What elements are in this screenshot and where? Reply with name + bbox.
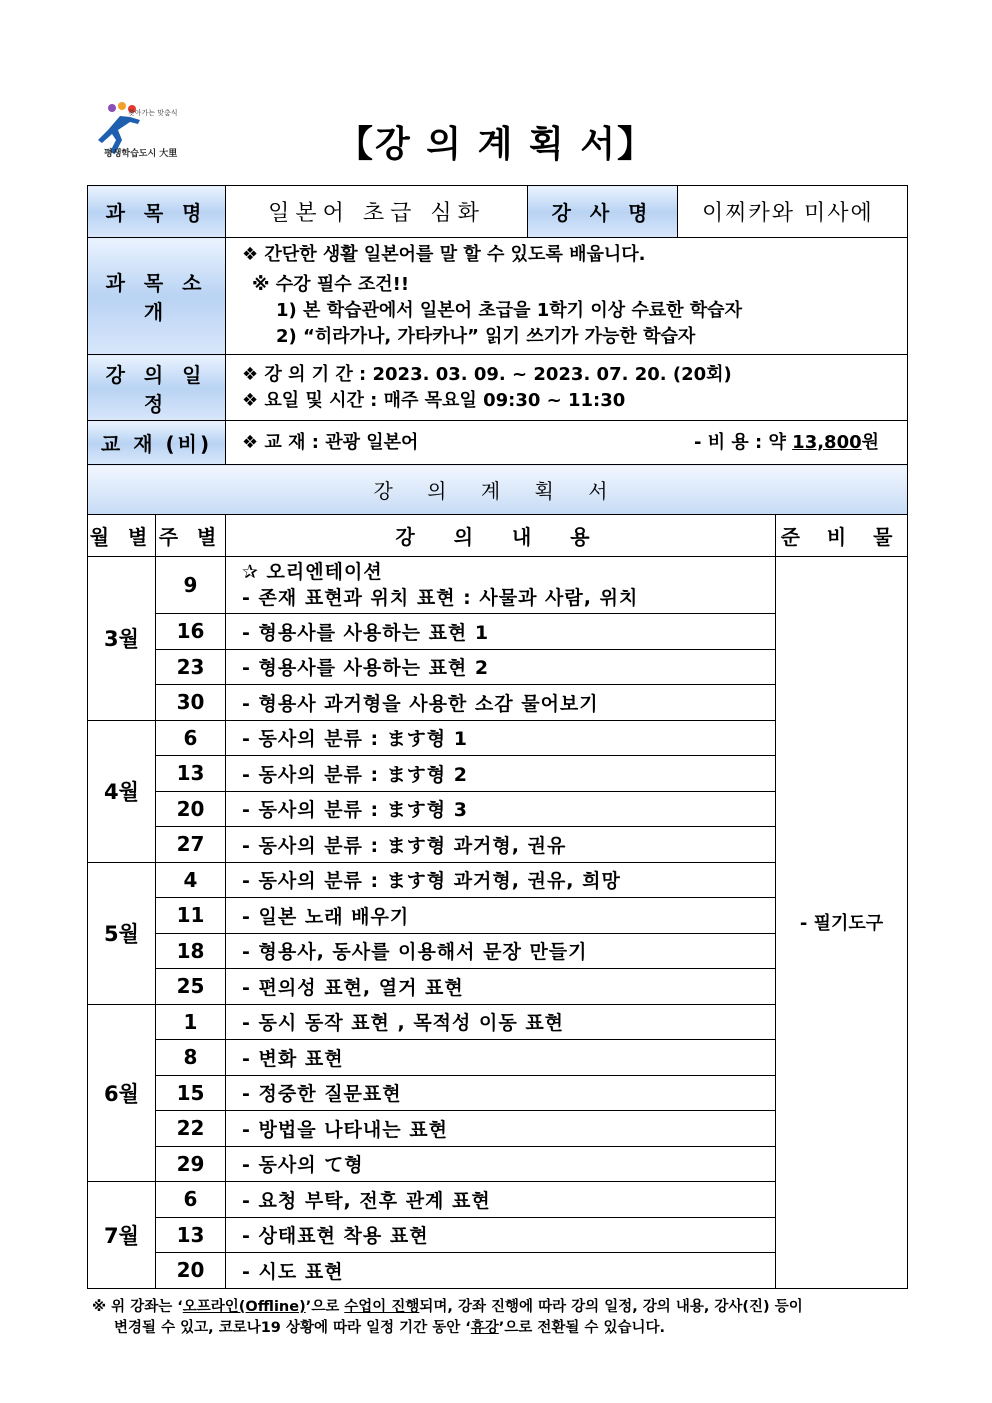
teacher-label: 강 사 명 [528,186,678,238]
logo-city-name: 평생학습도시 大里 [104,149,178,159]
teacher-value: 이찌카와 미사에 [678,186,908,238]
content-cell: - 시도 표현 [226,1253,776,1289]
content-cell: - 일본 노래 배우기 [226,898,776,934]
cost-suffix: 원 [861,431,880,453]
intro-line: ❖ 간단한 생활 일본어를 말 할 수 있도록 배웁니다. [242,244,646,265]
lecture-plan-table [87,185,908,1289]
month-cell: 7월 [88,1182,156,1289]
intro-requirement-2: 2) “히라가나, 가타카나” 읽기 쓰기가 가능한 학습자 [276,326,696,347]
footnote-text: ’으로 [305,1299,345,1315]
content-cell: - 상태표현 착용 표현 [226,1217,776,1253]
intro-label: 과 목 소 개 [88,238,226,355]
page-title: 【강 의 계 획 서】 [336,124,655,165]
content-cell: - 형용사, 동사를 이용해서 문장 만들기 [226,933,776,969]
column-month: 월 별 [88,515,156,557]
footnote-text: 되며, 강좌 진행에 따라 강의 일정, 강의 내용, 강사(진) 등이 [419,1299,803,1315]
content-line: ✰ 오리엔테이션 [242,561,383,583]
content-cell: - 동사의 분류 : ます형 3 [226,791,776,827]
footnote-offline: 오프라인(Offline) [182,1299,306,1315]
content-cell: - 동사의 분류 : ます형 과거형, 권유, 희망 [226,862,776,898]
week-cell: 29 [156,1146,226,1182]
content-cell [226,557,776,614]
content-cell: - 동사의 분류 : ます형 1 [226,720,776,756]
schedule-time: ❖ 요일 및 시간 : 매주 목요일 09:30 ~ 11:30 [242,389,626,411]
content-cell: - 형용사 과거형을 사용한 소감 물어보기 [226,685,776,721]
week-cell: 18 [156,933,226,969]
week-cell: 20 [156,791,226,827]
subject-label: 과 목 명 [88,186,226,238]
week-cell: 23 [156,649,226,685]
footnote-class-held: 수업이 진행 [344,1299,420,1315]
week-cell: 6 [156,1182,226,1218]
content-cell: - 형용사를 사용하는 표현 1 [226,614,776,650]
footnote-text: 변경될 수 있고, 코로나19 상황에 따라 일정 기간 동안 ‘ [114,1320,471,1336]
week-cell: 1 [156,1004,226,1040]
cost-amount: 13,800 [792,431,862,453]
week-cell: 11 [156,898,226,934]
content-cell: - 요청 부탁, 전후 관계 표현 [226,1182,776,1218]
textbook-content [226,421,908,465]
content-cell: - 동사의 て형 [226,1146,776,1182]
schedule-period: ❖ 강 의 기 간 : 2023. 03. 09. ~ 2023. 07. 20. (20회) [242,363,732,385]
week-cell: 25 [156,969,226,1005]
content-cell: - 편의성 표현, 열거 표현 [226,969,776,1005]
month-cell: 4월 [88,720,156,862]
week-cell: 4 [156,862,226,898]
footnote-line-1 [92,1297,912,1318]
content-cell: - 형용사를 사용하는 표현 2 [226,649,776,685]
content-line: - 존재 표현과 위치 표현 : 사물과 사람, 위치 [242,587,639,609]
cost-prefix: - 비 용 : 약 [694,431,793,453]
footnote-text: ’으로 전환될 수 있습니다. [498,1320,666,1336]
week-cell: 13 [156,756,226,792]
content-cell: - 동시 동작 표현 , 목적성 이동 표현 [226,1004,776,1040]
week-cell: 22 [156,1111,226,1147]
column-week: 주 별 [156,515,226,557]
subject-value: 일본어 초급 심화 [226,186,528,238]
week-cell: 27 [156,827,226,863]
footnote [92,1297,912,1339]
week-cell: 30 [156,685,226,721]
textbook-label: 교 재 (비) [88,421,226,465]
week-cell: 9 [156,557,226,614]
column-content: 강 의 내 용 [226,515,776,557]
week-cell: 8 [156,1040,226,1076]
logo-tagline: 찾아가는 맞춤식 [128,109,178,117]
week-cell: 13 [156,1217,226,1253]
plan-section-header: 강 의 계 획 서 [88,465,908,515]
prep-cell: - 필기도구 [776,557,908,1289]
content-cell: - 방법을 나타내는 표현 [226,1111,776,1147]
month-cell: 5월 [88,862,156,1004]
week-cell: 16 [156,614,226,650]
schedule-content [226,355,908,421]
month-cell: 3월 [88,557,156,721]
intro-content [226,238,908,355]
content-cell: - 동사의 분류 : ます형 과거형, 권유 [226,827,776,863]
content-cell: - 변화 표현 [226,1040,776,1076]
footnote-text: ※ 위 강좌는 ‘ [92,1299,183,1315]
content-cell: - 정중한 질문표현 [226,1075,776,1111]
cost-value [694,430,899,456]
footnote-line-2 [92,1318,912,1339]
week-cell: 15 [156,1075,226,1111]
intro-requirement-1: 1) 본 학습관에서 일본어 초급을 1학기 이상 수료한 학습자 [276,300,742,321]
week-cell: 20 [156,1253,226,1289]
column-prep: 준 비 물 [776,515,908,557]
week-cell: 6 [156,720,226,756]
footnote-break: 휴강 [470,1320,499,1336]
textbook-value: ❖ 교 재 : 관광 일본어 [242,431,419,453]
schedule-label: 강 의 일 정 [88,355,226,421]
intro-requirement-title: ※ 수강 필수 조건!! [252,274,410,295]
month-cell: 6월 [88,1004,156,1182]
content-cell: - 동사의 분류 : ます형 2 [226,756,776,792]
